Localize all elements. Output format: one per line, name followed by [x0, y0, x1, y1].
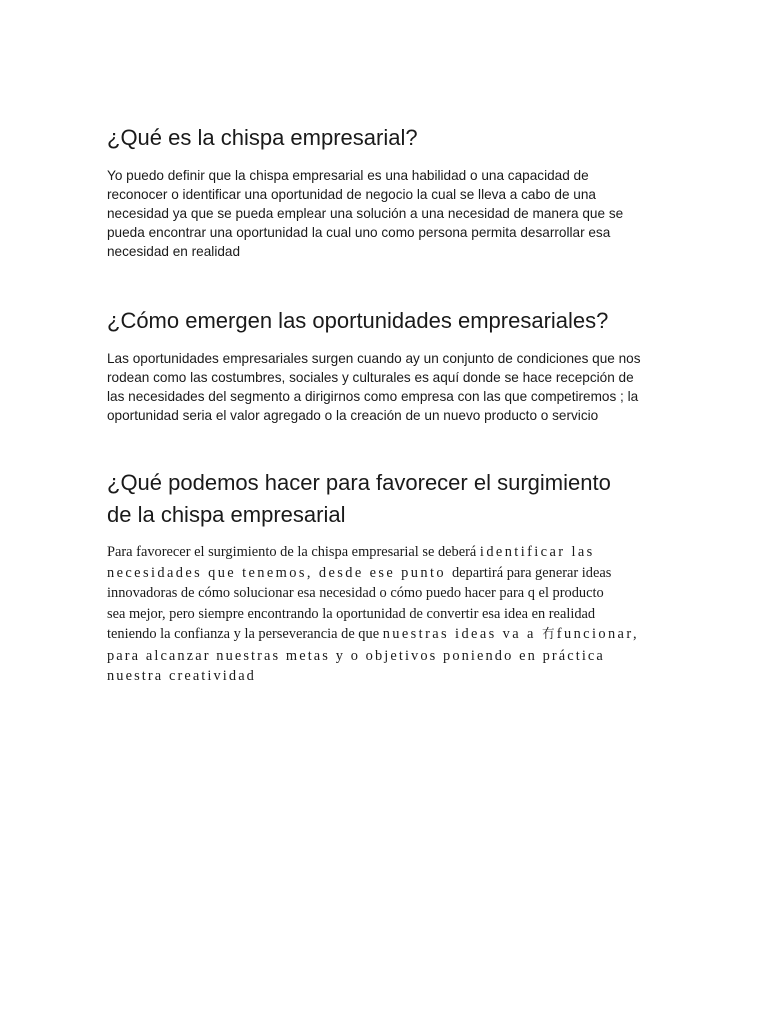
- text-run: necesidades que tenemos, desde ese punto: [107, 564, 452, 581]
- paragraph-line: Las oportunidades empresariales surgen cuando ay un conjunto de condiciones que nos: [107, 351, 641, 366]
- section-paragraph: [107, 166, 667, 261]
- text-run: teniendo la confianza y la perseverancia de que: [107, 626, 383, 642]
- paragraph-line: innovadoras de cómo solucionar esa necesidad o cómo puedo hacer para q el producto: [107, 585, 604, 601]
- paragraph-line: rodean como las costumbres, sociales y culturales es aquí donde se hace recepción de: [107, 370, 634, 385]
- paragraph-line: pueda encontrar una oportunidad la cual uno como persona permita desarrollar esa: [107, 225, 611, 240]
- section-heading: ¿Cómo emergen las oportunidades empresariales?: [107, 308, 609, 333]
- text-run: nuestras ideas va a: [382, 626, 542, 642]
- paragraph-line: [107, 563, 687, 584]
- cjk-glyph: 冇: [541, 627, 555, 642]
- section-chispa-empresarial: [107, 122, 667, 261]
- section-oportunidades: [107, 305, 667, 425]
- paragraph-line: Yo puedo definir que la chispa empresarial es una habilidad o una capacidad de: [107, 168, 589, 183]
- section-paragraph: [107, 542, 687, 687]
- text-run: identificar las: [479, 544, 595, 560]
- section-heading: ¿Qué es la chispa empresarial?: [107, 125, 418, 150]
- section-heading: [107, 467, 687, 531]
- paragraph-line: nuestra creatividad: [107, 668, 256, 684]
- paragraph-line: para alcanzar nuestras metas y o objetivos poniendo en práctica: [107, 647, 605, 664]
- text-run: Para favorecer el surgimiento de la chispa empresarial se deberá: [107, 544, 480, 560]
- section-favorecer-surgimiento: [107, 467, 687, 687]
- paragraph-line: [107, 624, 687, 646]
- paragraph-line: reconocer o identificar una oportunidad de negocio la cual se lleva a cabo de una: [107, 187, 596, 202]
- paragraph-line: necesidad ya que se pueda emplear una solución a una necesidad de manera que se: [107, 206, 624, 221]
- paragraph-line: sea mejor, pero siempre encontrando la oportunidad de convertir esa idea en realidad: [107, 605, 596, 622]
- heading-line: de la chispa empresarial: [107, 502, 346, 527]
- paragraph-line: necesidad en realidad: [107, 244, 241, 259]
- heading-line: ¿Qué podemos hacer para favorecer el surgimiento: [107, 470, 611, 495]
- section-paragraph: [107, 349, 667, 425]
- paragraph-line: [107, 542, 687, 563]
- paragraph-line: las necesidades del segmento a dirigirnos como empresa con las que competiremos ; la: [107, 389, 639, 404]
- paragraph-line: oportunidad seria el valor agregado o la creación de un nuevo producto o servicio: [107, 408, 599, 423]
- text-run: funcionar,: [556, 626, 639, 642]
- text-run: departirá para generar ideas: [451, 564, 612, 581]
